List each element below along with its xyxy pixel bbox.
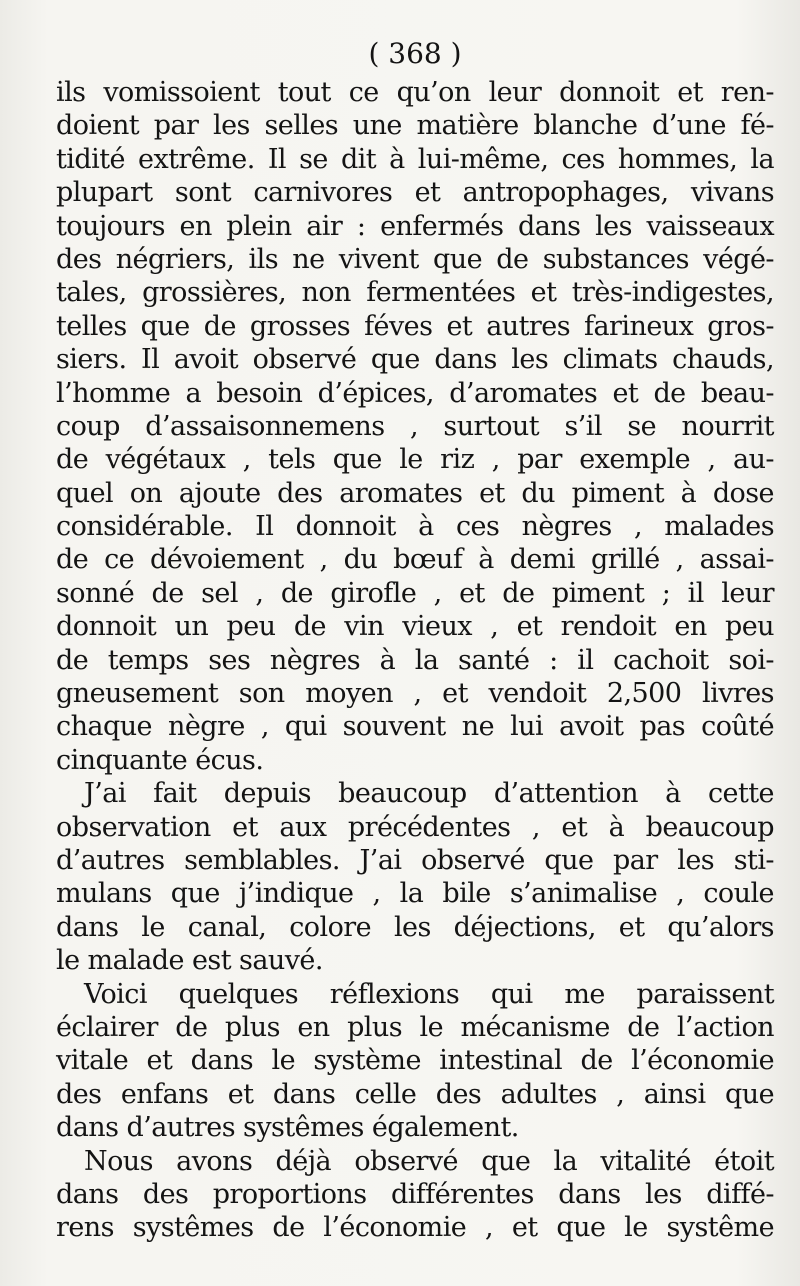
text-line: de temps ses nègres à la santé : il cachoit soi- — [56, 644, 774, 676]
page-number: ( 368 ) — [368, 37, 462, 70]
text-line: plupart sont carnivores et antropophages, vivans — [56, 177, 774, 209]
text-line: sonné de sel , de girofle , et de piment ; il leur — [56, 577, 774, 609]
text-line: Voici quelques réflexions qui me paraissent — [84, 978, 774, 1010]
text-line: chaque nègre , qui souvent ne lui avoit pas coûté — [56, 711, 774, 743]
text-line: donnoit un peu de vin vieux , et rendoit en peu — [56, 611, 774, 643]
text-line: le malade est sauvé. — [56, 945, 323, 977]
text-line: coup d’assaisonnemens , surtout s’il se nourrit — [56, 410, 774, 442]
text-line: toujours en plein air : enfermés dans les vaisseaux — [56, 210, 774, 242]
text-line: des négriers, ils ne vivent que de substances végé- — [56, 243, 774, 275]
text-line: rens systêmes de l’économie , et que le systême — [56, 1212, 774, 1244]
text-line: tidité extrême. Il se dit à lui-même, ces hommes, la — [56, 143, 774, 175]
text-line: d’autres semblables. J’ai observé que par les sti- — [56, 844, 774, 876]
text-line: considérable. Il donnoit à ces nègres , malades — [56, 511, 774, 543]
text-line: de végétaux , tels que le riz , par exemple , au- — [56, 444, 774, 476]
text-line: mulans que j’indique , la bile s’animalise , coule — [56, 878, 774, 910]
text-line: tales, grossières, non fermentées et très-indigestes, — [56, 277, 774, 309]
text-line: dans d’autres systêmes également. — [56, 1112, 519, 1144]
text-line: dans le canal, colore les déjections, et qu’alors — [56, 911, 774, 943]
text-line: quel on ajoute des aromates et du piment à dose — [56, 477, 774, 509]
text-line: de ce dévoiement , du bœuf à demi grillé , assai- — [56, 544, 774, 576]
text-line: ils vomissoient tout ce qu’on leur donnoit et ren- — [56, 77, 774, 108]
text-line: l’homme a besoin d’épices, d’aromates et de beau- — [56, 377, 774, 409]
text-line: J’ai fait depuis beaucoup d’attention à cette — [84, 778, 774, 810]
text-line: éclairer de plus en plus le mécanisme de l’action — [56, 1011, 774, 1043]
text-line: cinquante écus. — [56, 744, 264, 776]
text-line: vitale et dans le système intestinal de l’économie — [56, 1045, 774, 1077]
text-line: dans des proportions différentes dans les diffé- — [56, 1178, 774, 1210]
body-text — [56, 76, 774, 1245]
text-line: observation et aux précédentes , et à beaucoup — [56, 811, 774, 843]
text-line: doient par les selles une matière blanche d’une fé- — [56, 110, 774, 142]
text-line: siers. Il avoit observé que dans les climats chauds, — [56, 344, 774, 376]
text-line: gneusement son moyen , et vendoit 2,500 livres — [56, 678, 774, 710]
text-line: Nous avons déjà observé que la vitalité étoit — [84, 1145, 774, 1177]
text-line: telles que de grosses féves et autres farineux gros- — [56, 310, 774, 342]
text-line: des enfans et dans celle des adultes , ainsi que — [56, 1078, 774, 1110]
